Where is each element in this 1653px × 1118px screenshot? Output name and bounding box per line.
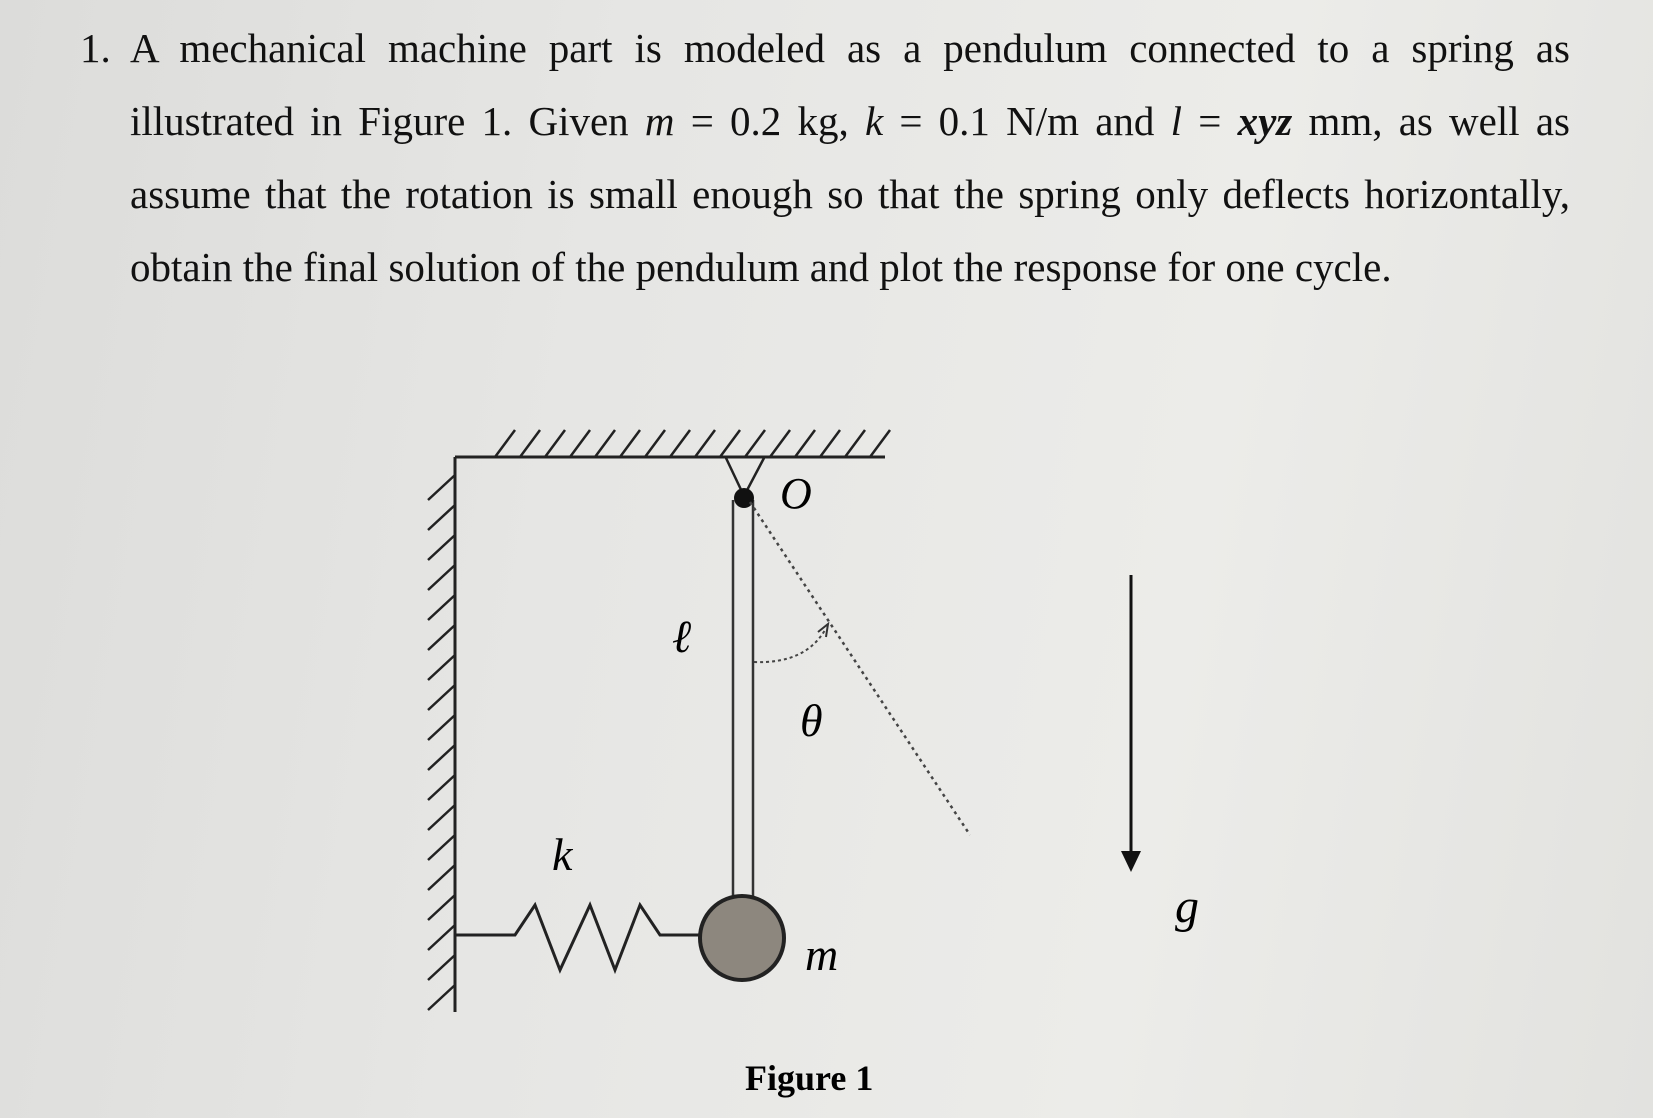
spring (455, 905, 705, 970)
angle-arrowhead (818, 624, 828, 637)
angle-label: θ (800, 695, 823, 746)
pivot-label: O (780, 469, 812, 518)
ceiling (455, 430, 890, 457)
deflected-rod-line (750, 502, 970, 835)
ceiling-hatching (495, 430, 890, 457)
spring-label: k (552, 829, 573, 880)
mass-symbol: m (644, 98, 675, 144)
mass-label: m (805, 929, 839, 980)
mass-value: = 0.2 kg, (674, 98, 865, 144)
pendulum-rod (733, 500, 753, 900)
angle-arc (754, 630, 825, 662)
wall (428, 457, 455, 1012)
problem-number: 1. (80, 25, 111, 71)
figure-caption: Figure 1 (745, 1058, 874, 1098)
wall-hatching (428, 475, 455, 1010)
stiffness-symbol: k (864, 98, 884, 144)
gravity-arrowhead (1121, 851, 1141, 872)
gravity-label: g (1175, 880, 1199, 933)
stiffness-value: = 0.1 N/m and (883, 98, 1171, 144)
mass-bob (700, 896, 784, 980)
length-equals: = (1182, 98, 1238, 144)
length-value: xyz (1237, 98, 1293, 144)
length-symbol: l (1170, 98, 1183, 144)
pivot-point (734, 488, 754, 508)
problem-text-2: mm, as well as assume that the rotation is small enough so that the spring only deflects horizontally, obtain the final solution of the pendulum and plot the response for one cycle. (130, 98, 1571, 290)
length-label: ℓ (672, 611, 692, 662)
problem-text-1: A mechanical machine part is modeled as a pendulum connected to a spring as illustrated in Figure 1. Given (130, 25, 1570, 144)
